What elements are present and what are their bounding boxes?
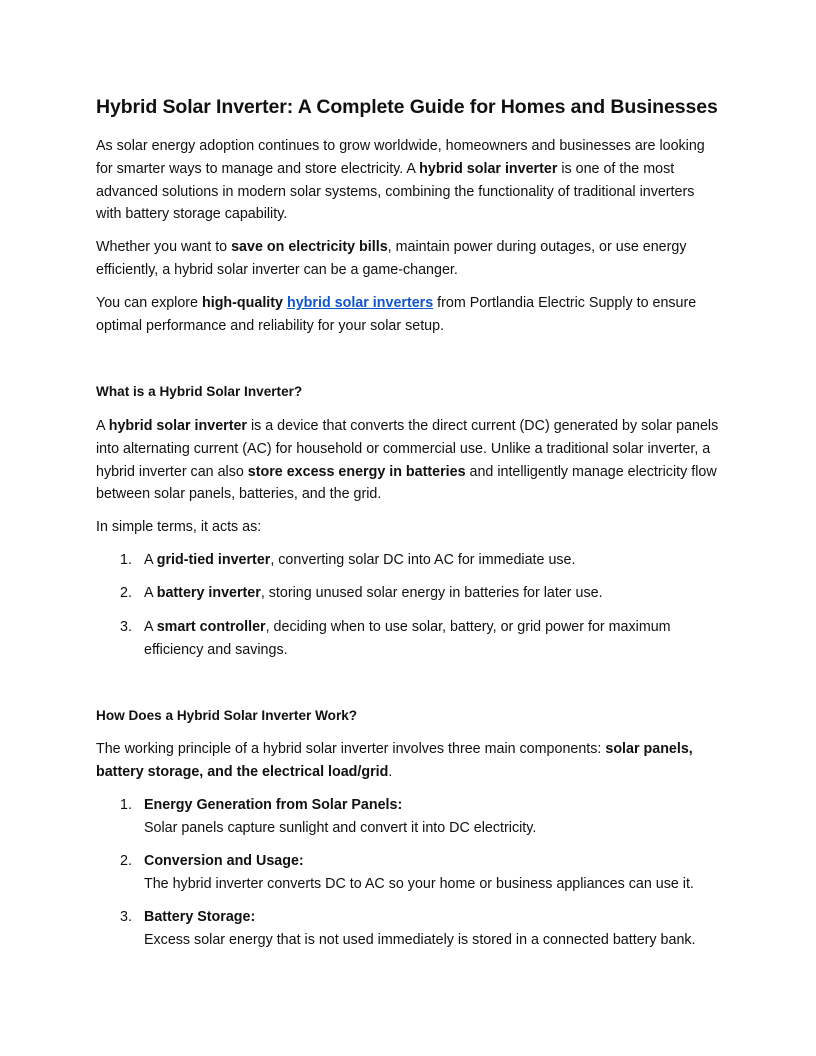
intro-paragraph-3: You can explore high-quality hybrid solar inverters from Portlandia Electric Supply to ensure optimal performance and reliability for your solar setup. (96, 295, 697, 334)
list-item-text: A grid-tied inverter, converting solar DC into AC for immediate use. (144, 552, 576, 568)
section-heading-what-is: What is a Hybrid Solar Inverter? (96, 384, 303, 399)
list-item-text: Conversion and Usage: The hybrid inverter converts DC to AC so your home or business appliances can use it. (144, 853, 694, 892)
list-item-text: A battery inverter, storing unused solar energy in batteries for later use. (144, 585, 603, 601)
list-number: 1. (120, 552, 132, 568)
list-item-title: Energy Generation from Solar Panels: (144, 797, 403, 813)
list-number: 1. (120, 797, 132, 813)
list-item-text: Energy Generation from Solar Panels: Solar panels capture sunlight and convert it into DC electricity. (144, 797, 537, 836)
section1-paragraph-1: A hybrid solar inverter is a device that converts the direct current (DC) generated by solar panels into alternating current (AC) for household or commercial use. Unlike a traditional solar inverter, a hybrid inverter can also store excess energy in batteries and intelligently manage electricity flow between solar panels, batteries, and the grid. (96, 418, 719, 503)
intro-paragraph-1: As solar energy adoption continues to grow worldwide, homeowners and businesses are looking for smarter ways to manage and store electricity. A hybrid solar inverter is one of the most advanced solutions in modern solar systems, combining the functionality of traditional inverters with battery storage capability. (96, 138, 705, 223)
hybrid-solar-inverters-link[interactable]: hybrid solar inverters (286, 295, 434, 311)
section2-paragraph-1: The working principle of a hybrid solar inverter involves three main components: solar panels, battery storage, and the electrical load/grid. (96, 741, 693, 780)
intro-paragraph-2: Whether you want to save on electricity bills, maintain power during outages, or use energy efficiently, a hybrid solar inverter can be a game-changer. (96, 239, 687, 278)
list-item-title: Conversion and Usage: (144, 853, 304, 869)
list-item-text: A smart controller, deciding when to use solar, battery, or grid power for maximum efficiency and savings. (144, 619, 671, 658)
list-number: 2. (120, 853, 132, 869)
section-heading-how-works: How Does a Hybrid Solar Inverter Work? (96, 708, 358, 723)
list-item-text: Battery Storage: Excess solar energy that is not used immediately is stored in a connected battery bank. (144, 909, 696, 948)
list-number: 3. (120, 619, 132, 635)
list-number: 3. (120, 909, 132, 925)
section1-paragraph-2: In simple terms, it acts as: (96, 519, 262, 535)
document-title: Hybrid Solar Inverter: A Complete Guide for Homes and Businesses (96, 96, 718, 118)
list-item-title: Battery Storage: (144, 909, 256, 925)
list-number: 2. (120, 585, 132, 601)
